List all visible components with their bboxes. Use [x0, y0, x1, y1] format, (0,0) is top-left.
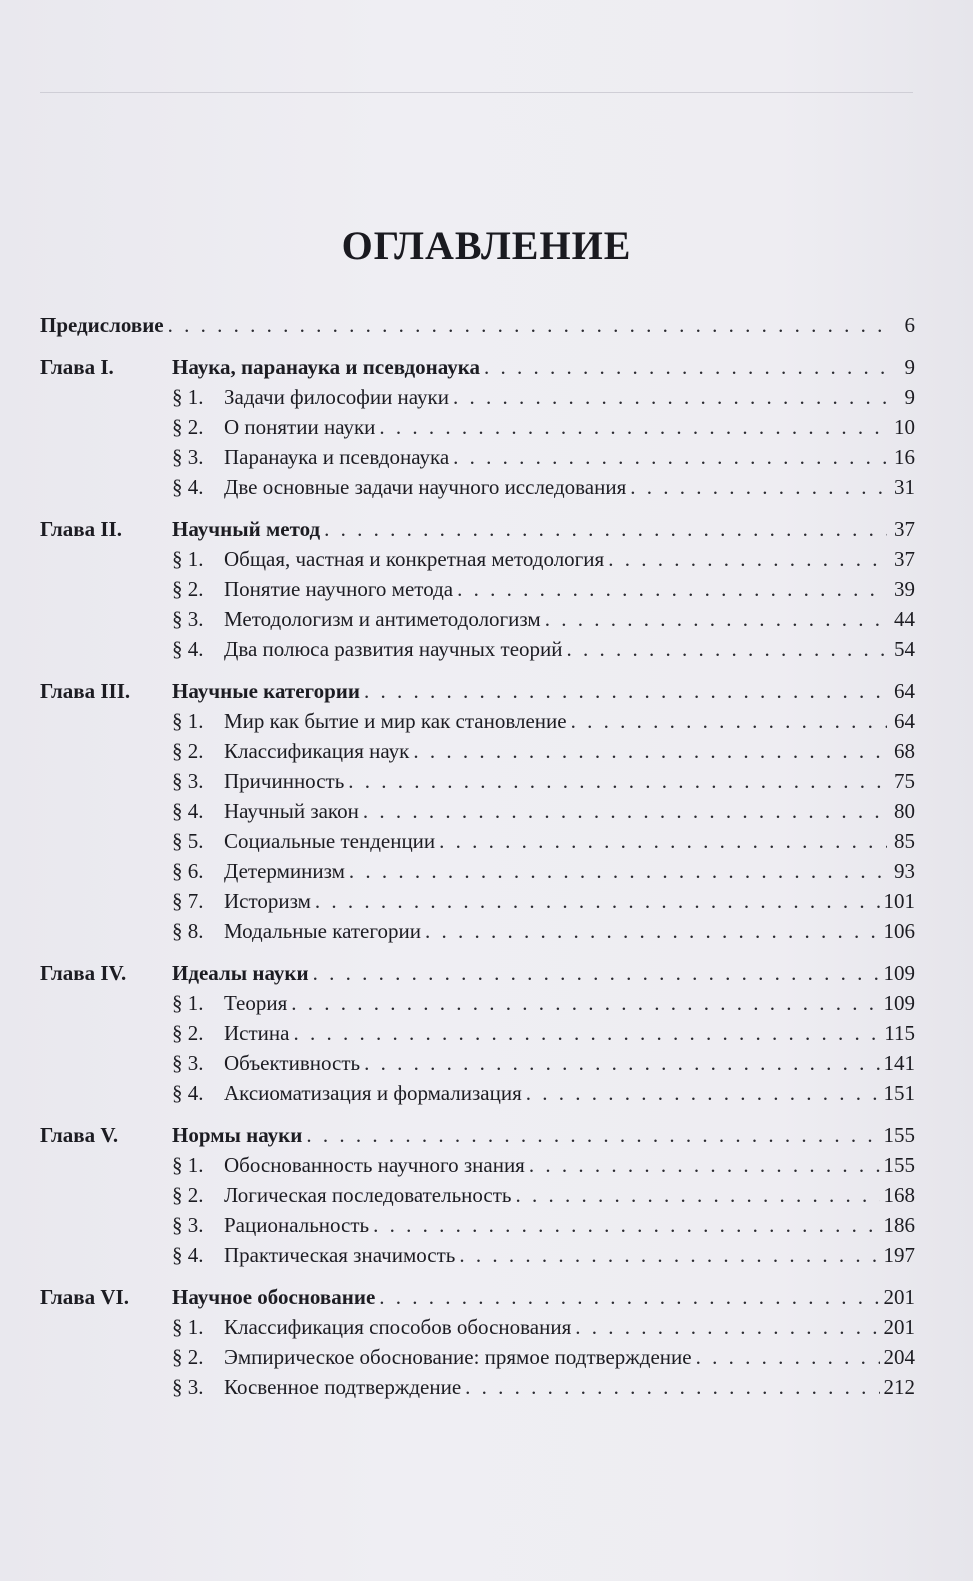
dot-leader [379, 1282, 879, 1312]
toc-section-row [40, 736, 915, 766]
toc-section-row [40, 1150, 915, 1180]
toc-section-row [40, 988, 915, 1018]
chapter-label: Глава III. [40, 679, 131, 703]
toc-section-row [40, 1048, 915, 1078]
dot-leader [453, 442, 887, 472]
section-number: § 2. [172, 739, 204, 763]
chapter-gap [40, 340, 915, 352]
section-page: 9 [904, 385, 915, 409]
section-number: § 2. [172, 577, 204, 601]
section-page: 16 [894, 445, 915, 469]
dot-leader [567, 634, 887, 664]
section-title: Практическая значимость [224, 1243, 456, 1267]
toc-chapter-row [40, 958, 915, 988]
section-page: 197 [883, 1243, 915, 1267]
dot-leader [363, 796, 887, 826]
chapter-title: Наука, паранаука и псевдонаука [172, 355, 480, 379]
page-title: ОГЛАВЛЕНИЕ [341, 223, 632, 268]
dot-leader [453, 382, 887, 412]
dot-leader [459, 1240, 879, 1270]
dot-leader [364, 1048, 879, 1078]
chapter-gap [40, 664, 915, 676]
section-number: § 3. [172, 769, 204, 793]
section-number: § 3. [172, 445, 204, 469]
toc-section-row [40, 706, 915, 736]
section-page: 155 [883, 1153, 915, 1177]
section-title: Модальные категории [224, 919, 421, 943]
chapter-label: Глава IV. [40, 961, 127, 985]
section-title: Общая, частная и конкретная методология [224, 547, 605, 571]
dot-leader [313, 958, 880, 988]
dot-leader [465, 1372, 879, 1402]
section-page: 80 [894, 799, 915, 823]
toc-section-row [40, 442, 915, 472]
section-number: § 3. [172, 1213, 204, 1237]
section-number: § 1. [172, 709, 204, 733]
chapter-page: 109 [883, 961, 915, 985]
section-title: Истина [224, 1021, 290, 1045]
toc-section-row [40, 1210, 915, 1240]
section-title: Два полюса развития научных теорий [224, 637, 563, 661]
dot-leader [457, 574, 887, 604]
dot-leader [571, 706, 887, 736]
section-number: § 2. [172, 1345, 204, 1369]
preface-page: 6 [904, 313, 915, 337]
section-title: Социальные тенденции [224, 829, 436, 853]
toc-chapter-row [40, 1120, 915, 1150]
section-number: § 2. [172, 1183, 204, 1207]
chapter-gap [40, 946, 915, 958]
toc-chapter-row [40, 1282, 915, 1312]
chapter-page: 37 [894, 517, 915, 541]
dot-leader [373, 1210, 879, 1240]
section-title: О понятии науки [224, 415, 376, 439]
section-title: Паранаука и псевдонаука [224, 445, 450, 469]
dot-leader [349, 856, 887, 886]
section-title: Косвенное подтверждение [224, 1375, 462, 1399]
section-page: 115 [884, 1021, 915, 1045]
section-page: 204 [883, 1345, 915, 1369]
section-number: § 1. [172, 1153, 204, 1177]
chapter-title: Нормы науки [172, 1123, 303, 1147]
chapter-title: Идеалы науки [172, 961, 309, 985]
dot-leader [608, 544, 887, 574]
dot-leader [413, 736, 887, 766]
section-page: 10 [894, 415, 915, 439]
toc-section-row [40, 604, 915, 634]
section-number: § 1. [172, 385, 204, 409]
section-number: § 1. [172, 991, 204, 1015]
toc-section-row [40, 1180, 915, 1210]
chapter-title: Научный метод [172, 517, 321, 541]
dot-leader [484, 352, 887, 382]
chapter-label: Глава VI. [40, 1285, 129, 1309]
section-number: § 1. [172, 1315, 204, 1339]
toc-section-row [40, 544, 915, 574]
section-page: 31 [894, 475, 915, 499]
section-page: 68 [894, 739, 915, 763]
section-page: 75 [894, 769, 915, 793]
toc-section-row [40, 856, 915, 886]
toc-section-row [40, 766, 915, 796]
dot-leader [306, 1120, 879, 1150]
section-title: Историзм [224, 889, 311, 913]
section-title: Объективность [224, 1051, 361, 1075]
chapter-page: 201 [883, 1285, 915, 1309]
section-title: Логическая последовательность [224, 1183, 512, 1207]
section-number: § 4. [172, 799, 204, 823]
chapter-gap [40, 1108, 915, 1120]
section-title: Рациональность [224, 1213, 370, 1237]
toc-section-row [40, 1312, 915, 1342]
chapter-page: 64 [894, 679, 915, 703]
section-title: Обоснованность научного знания [224, 1153, 525, 1177]
section-title: Классификация способов обоснования [224, 1315, 572, 1339]
toc-chapter-row [40, 514, 915, 544]
section-title: Теория [224, 991, 288, 1015]
dot-leader [545, 604, 887, 634]
chapter-gap [40, 1270, 915, 1282]
chapter-gap [40, 502, 915, 514]
dot-leader [348, 766, 887, 796]
dot-leader [324, 514, 887, 544]
section-number: § 3. [172, 1051, 204, 1075]
dot-leader [291, 988, 879, 1018]
toc-chapter-row [40, 352, 915, 382]
section-number: § 2. [172, 415, 204, 439]
section-number: § 5. [172, 829, 204, 853]
section-page: 44 [894, 607, 915, 631]
section-title: Аксиоматизация и формализация [224, 1081, 522, 1105]
section-page: 64 [894, 709, 915, 733]
section-number: § 2. [172, 1021, 204, 1045]
section-number: § 3. [172, 607, 204, 631]
toc-section-row [40, 472, 915, 502]
section-title: Причинность [224, 769, 345, 793]
dot-leader [529, 1150, 880, 1180]
section-title: Эмпирическое обоснование: прямое подтверждение [224, 1345, 692, 1369]
section-number: § 4. [172, 1081, 204, 1105]
toc-section-row [40, 634, 915, 664]
section-title: Задачи философии науки [224, 385, 449, 409]
section-number: § 4. [172, 637, 204, 661]
section-page: 54 [894, 637, 915, 661]
toc-section-row [40, 1018, 915, 1048]
section-title: Научный закон [224, 799, 359, 823]
dot-leader [575, 1312, 879, 1342]
section-number: § 8. [172, 919, 204, 943]
section-page: 151 [883, 1081, 915, 1105]
section-title: Методологизм и антиметодологизм [224, 607, 541, 631]
dot-leader [516, 1180, 880, 1210]
table-of-contents [40, 310, 915, 1402]
toc-section-row [40, 412, 915, 442]
toc-section-row [40, 1078, 915, 1108]
dot-leader [379, 412, 887, 442]
section-page: 109 [883, 991, 915, 1015]
section-number: § 1. [172, 547, 204, 571]
dot-leader [439, 826, 887, 856]
section-title: Две основные задачи научного исследования [224, 475, 627, 499]
section-page: 93 [894, 859, 915, 883]
dot-leader [315, 886, 880, 916]
section-page: 186 [883, 1213, 915, 1237]
dot-leader [364, 676, 887, 706]
toc-section-row [40, 574, 915, 604]
section-number: § 4. [172, 475, 204, 499]
dot-leader [630, 472, 887, 502]
toc-section-row [40, 1372, 915, 1402]
section-page: 212 [883, 1375, 915, 1399]
chapter-page: 155 [883, 1123, 915, 1147]
toc-section-row [40, 916, 915, 946]
toc-section-row [40, 826, 915, 856]
section-title: Классификация наук [224, 739, 410, 763]
dot-leader [526, 1078, 880, 1108]
dot-leader [696, 1342, 880, 1372]
section-number: § 6. [172, 859, 204, 883]
toc-section-row [40, 382, 915, 412]
section-number: § 3. [172, 1375, 204, 1399]
preface-title: Предисловие [40, 313, 164, 337]
section-page: 168 [883, 1183, 915, 1207]
section-page: 106 [883, 919, 915, 943]
section-title: Понятие научного метода [224, 577, 454, 601]
section-page: 85 [894, 829, 915, 853]
toc-preface-row [40, 310, 915, 340]
chapter-title: Научные категории [172, 679, 360, 703]
dot-leader [293, 1018, 880, 1048]
header-rule [40, 92, 913, 93]
section-page: 101 [883, 889, 915, 913]
dot-leader [425, 916, 880, 946]
chapter-label: Глава II. [40, 517, 122, 541]
chapter-label: Глава V. [40, 1123, 119, 1147]
section-page: 39 [894, 577, 915, 601]
toc-section-row [40, 1240, 915, 1270]
chapter-title: Научное обоснование [172, 1285, 376, 1309]
section-title: Мир как бытие и мир как становление [224, 709, 567, 733]
section-page: 141 [883, 1051, 915, 1075]
section-page: 201 [883, 1315, 915, 1339]
section-number: § 4. [172, 1243, 204, 1267]
chapter-label: Глава I. [40, 355, 114, 379]
toc-section-row [40, 796, 915, 826]
section-title: Детерминизм [224, 859, 345, 883]
dot-leader [168, 310, 887, 340]
toc-section-row [40, 1342, 915, 1372]
chapter-page: 9 [904, 355, 915, 379]
section-number: § 7. [172, 889, 204, 913]
section-page: 37 [894, 547, 915, 571]
toc-chapter-row [40, 676, 915, 706]
toc-section-row [40, 886, 915, 916]
